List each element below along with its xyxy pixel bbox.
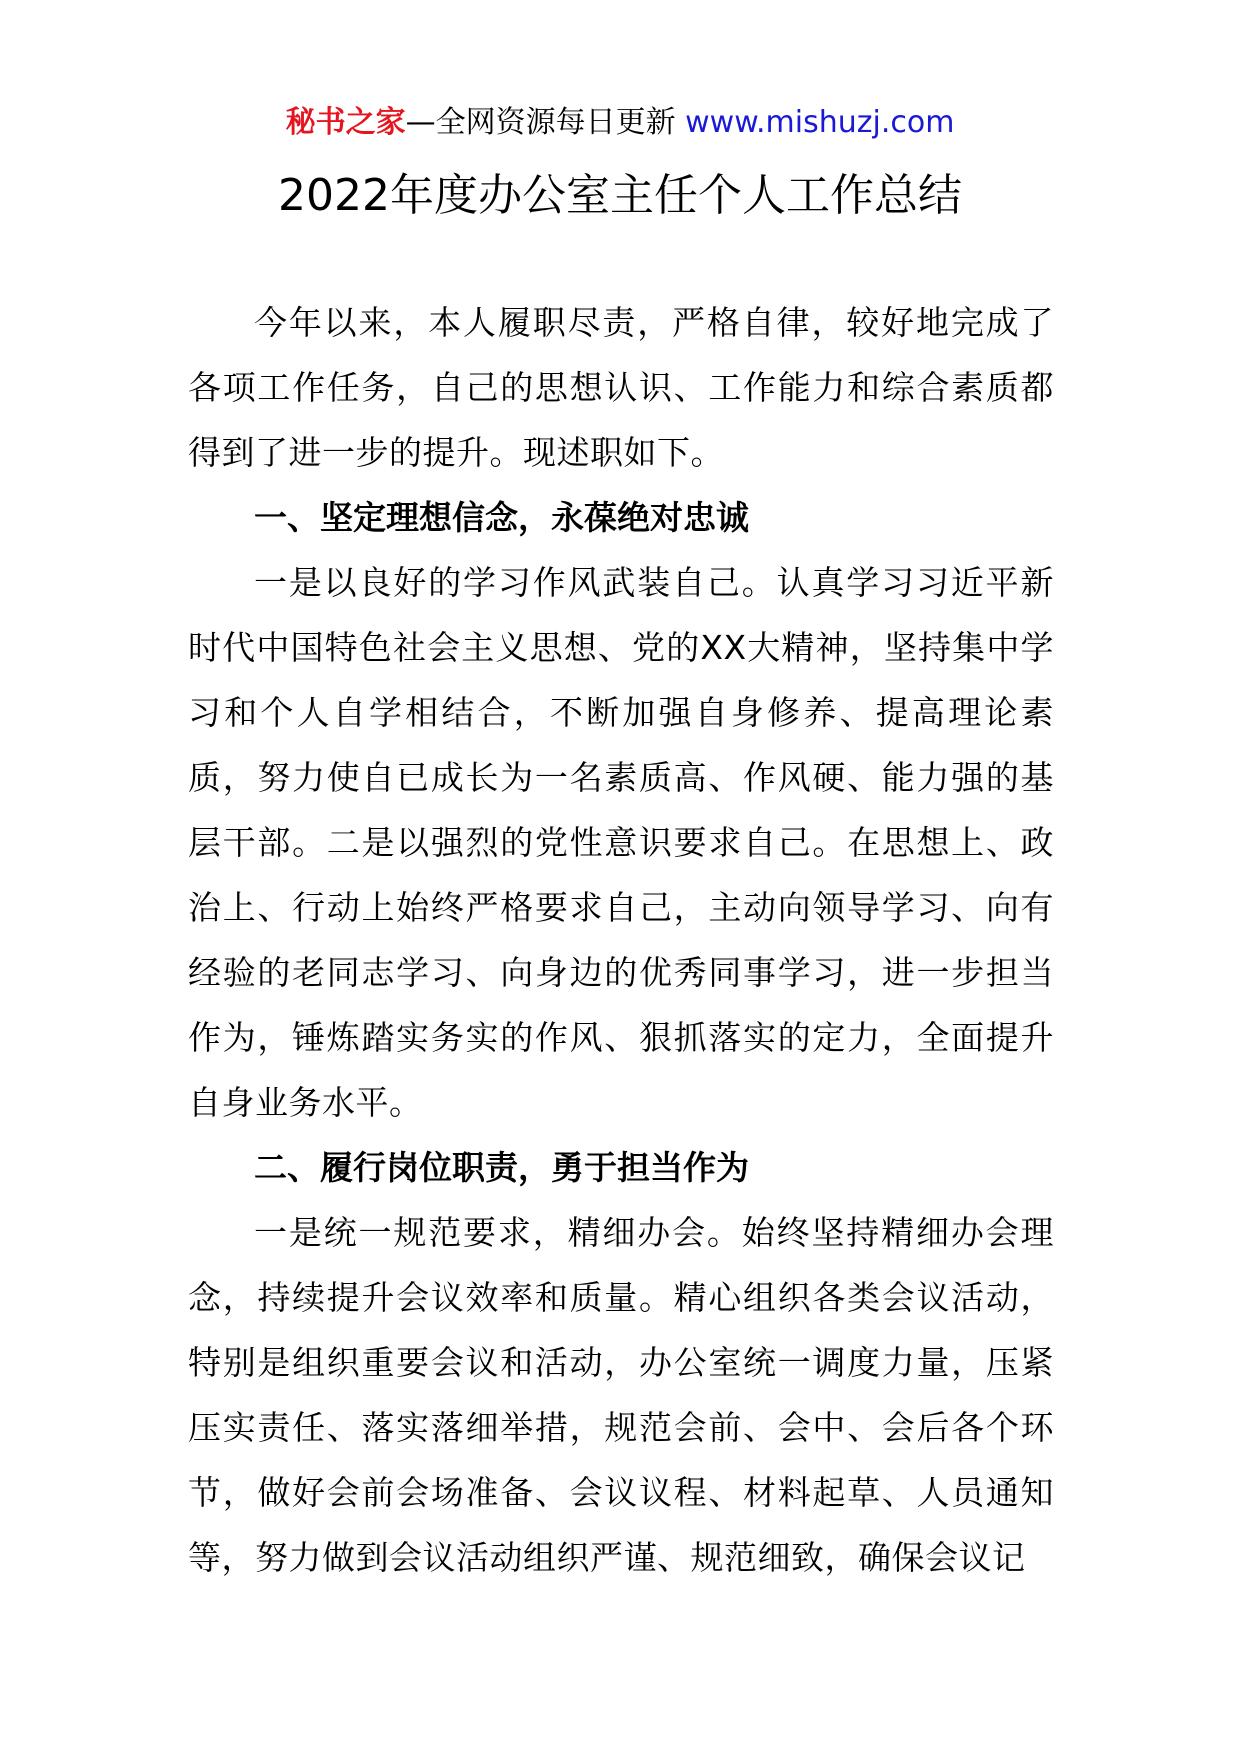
section-2-paragraph: 一是统一规范要求，精细办会。始终坚持精细办会理念，持续提升会议效率和质量。精心组织各类会议活动，特别是组织重要会议和活动，办公室统一调度力量，压紧压实责任、落实落细举措，规范会前、会中、会后各个环节，做好会前会场准备、会议议程、材料起草、人员通知等，努力做到会议活动组织严谨、规范细致，确保会议记 bbox=[188, 1213, 1054, 1577]
site-url-link[interactable]: www.mishuzj.com bbox=[685, 105, 955, 140]
section-heading-1: 一、坚定理想信念，永葆绝对忠诚 bbox=[254, 498, 749, 537]
intro-paragraph: 今年以来，本人履职尽责，严格自律，较好地完成了各项工作任务，自己的思想认识、工作能力和综合素质都得到了进一步的提升。现述职如下。 bbox=[188, 303, 1054, 472]
site-tagline: —全网资源每日更新 bbox=[405, 105, 686, 140]
site-header bbox=[0, 103, 1240, 143]
section-1-paragraph: 一是以良好的学习作风武装自己。认真学习习近平新时代中国特色社会主义思想、党的XX大精神，坚持集中学习和个人自学相结合，不断加强自身修养、提高理论素质，努力使自已成长为一名素质高、作风硬、能力强的基层干部。二是以强烈的党性意识要求自己。在思想上、政治上、行动上始终严格要求自己，主动向领导学习、向有经验的老同志学习、向身边的优秀同事学习，进一步担当作为，锤炼踏实务实的作风、狠抓落实的定力，全面提升自身业务水平。 bbox=[188, 563, 1054, 1122]
document-title: 2022年度办公室主任个人工作总结 bbox=[278, 170, 962, 221]
section-heading-2: 二、履行岗位职责，勇于担当作为 bbox=[254, 1148, 749, 1187]
document-body bbox=[188, 290, 1054, 1590]
site-brand: 秘书之家 bbox=[285, 105, 406, 140]
